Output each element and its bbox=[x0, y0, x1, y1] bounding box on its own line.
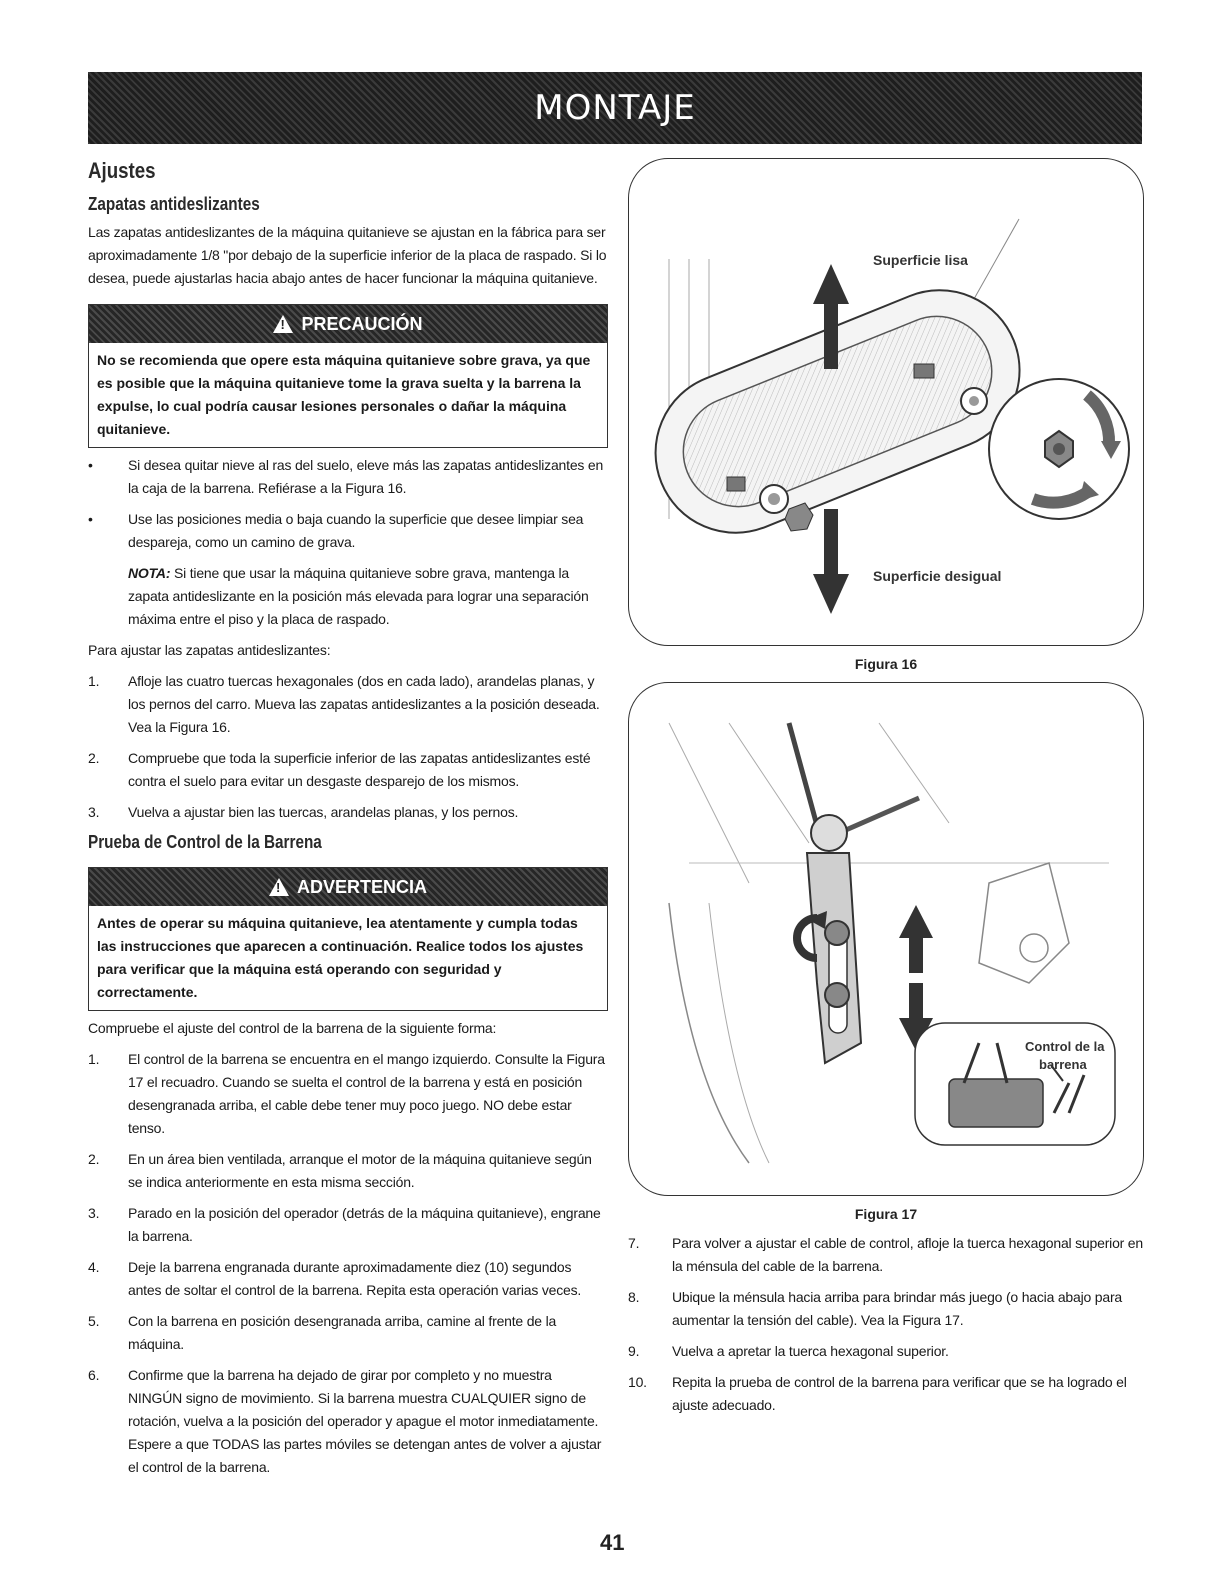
list-item bbox=[88, 801, 608, 824]
step-number: 2. bbox=[88, 1151, 100, 1167]
step-text: Para volver a ajustar el cable de control, afloje la tuerca hexagonal superior en la ménsula del cable de la barrena. bbox=[672, 1235, 1143, 1274]
step-text: Repita la prueba de control de la barrena para verificar que se ha logrado el ajuste adecuado. bbox=[672, 1374, 1127, 1413]
step-number: 9. bbox=[628, 1343, 640, 1359]
warning-title: ADVERTENCIA bbox=[296, 876, 427, 897]
list-item bbox=[628, 1340, 1144, 1363]
step-number: 1. bbox=[88, 673, 100, 689]
note-text: Si tiene que usar la máquina quitanieve sobre grava, mantenga la zapata antideslizante en la posición más elevada para lograr una separación máxima entre el piso y la placa de raspado. bbox=[128, 565, 589, 627]
section-banner bbox=[88, 72, 1142, 144]
label-smooth-surface: Superficie lisa bbox=[873, 252, 968, 268]
section-title: Ajustes bbox=[88, 158, 156, 183]
step-text: Confirme que la barrena ha dejado de girar por completo y no muestra NINGÚN signo de movimiento. Si la barrena muestra CUALQUIER signo de rotación, vuelva a la posición del operador y apague el motor inmediatamente. Espere a que TODAS las partes móviles se detengan antes de volver a ajustar el control de la barrena. bbox=[128, 1367, 602, 1475]
caution-box bbox=[88, 304, 608, 448]
caution-text: No se recomienda que opere esta máquina quitanieve sobre grava, ya que es posible que la máquina quitanieve tome la grava suelta y la barrena la expulse, lo cual podría causar lesiones personales o dañar la máquina quitanieve. bbox=[97, 352, 591, 437]
list-item bbox=[88, 1148, 608, 1194]
step-number: 5. bbox=[88, 1313, 100, 1329]
list-item bbox=[88, 670, 608, 739]
label-auger-control-line1: Control de la bbox=[1025, 1039, 1105, 1054]
bullet-icon: • bbox=[88, 457, 93, 473]
note-label: NOTA: bbox=[128, 565, 171, 581]
auger-intro: Compruebe el ajuste del control de la barrena de la siguiente forma: bbox=[88, 1020, 497, 1036]
bullet-text: Use las posiciones media o baja cuando la superficie que desee limpiar sea despareja, como un camino de grava. bbox=[128, 511, 584, 550]
warning-triangle-icon bbox=[269, 878, 289, 896]
warning-triangle-icon bbox=[273, 315, 293, 333]
list-item bbox=[88, 1256, 608, 1302]
skid-heading: Zapatas antideslizantes bbox=[88, 194, 260, 214]
warning-text: Antes de operar su máquina quitanieve, lea atentamente y cumpla todas las instrucciones que aparecen a continuación. Realice todos los ajustes para verificar que la máquina está operando con seguridad y correctamente. bbox=[97, 915, 584, 1000]
caution-header bbox=[89, 305, 607, 343]
list-item bbox=[88, 1048, 608, 1140]
bullet-icon: • bbox=[88, 511, 93, 527]
figure-17 bbox=[628, 682, 1144, 1196]
step-number: 4. bbox=[88, 1259, 100, 1275]
page-number: 41 bbox=[600, 1530, 625, 1555]
step-text: Compruebe que toda la superficie inferior de las zapatas antideslizantes esté contra el suelo para evitar un desgaste desparejo de los mismos. bbox=[128, 750, 591, 789]
list-item bbox=[88, 747, 608, 793]
figure-16-caption: Figura 16 bbox=[854, 656, 918, 672]
skid-steps-intro: Para ajustar las zapatas antideslizantes: bbox=[88, 642, 331, 658]
list-item bbox=[88, 1364, 608, 1479]
figure-17-caption: Figura 17 bbox=[854, 1206, 918, 1222]
label-uneven-surface: Superficie desigual bbox=[873, 568, 1002, 584]
right-column bbox=[628, 158, 1144, 1425]
auger-control-illustration bbox=[629, 683, 1144, 1195]
list-item bbox=[88, 508, 608, 554]
list-item bbox=[628, 1371, 1144, 1417]
auger-heading: Prueba de Control de la Barrena bbox=[88, 832, 322, 852]
step-number: 7. bbox=[628, 1235, 640, 1251]
step-text: Con la barrena en posición desengranada arriba, camine al frente de la máquina. bbox=[128, 1313, 557, 1352]
step-number: 3. bbox=[88, 804, 100, 820]
step-number: 10. bbox=[628, 1374, 647, 1390]
step-text: En un área bien ventilada, arranque el motor de la máquina quitanieve según se indica anteriormente en esta misma sección. bbox=[128, 1151, 592, 1190]
figure-16 bbox=[628, 158, 1144, 646]
step-text: Ubique la ménsula hacia arriba para brindar más juego (o hacia abajo para aumentar la tensión del cable). Vea la Figura 17. bbox=[672, 1289, 1123, 1328]
caution-title: PRECAUCIÓN bbox=[301, 313, 423, 334]
skid-intro: Las zapatas antideslizantes de la máquina quitanieve se ajustan en la fábrica para ser aproximadamente 1/8 "por debajo de la superficie inferior de la placa de raspado. Si lo desea, puede ajustarlas hacia abajo antes de hacer funcionar la máquina quitanieve. bbox=[88, 224, 607, 286]
step-text: Afloje las cuatro tuercas hexagonales (dos en cada lado), arandelas planas, y los pernos del carro. Mueva las zapatas antideslizantes a la posición deseada. Vea la Figura 16. bbox=[128, 673, 600, 735]
list-item bbox=[628, 1286, 1144, 1332]
label-auger-control-line2: barrena bbox=[1039, 1057, 1087, 1072]
list-item bbox=[88, 1310, 608, 1356]
step-text: Deje la barrena engranada durante aproximadamente diez (10) segundos antes de soltar el control de la barrena. Repita esta operación varias veces. bbox=[128, 1259, 582, 1298]
skid-shoe-illustration bbox=[629, 159, 1144, 645]
list-item bbox=[88, 1202, 608, 1248]
left-column bbox=[88, 158, 608, 1487]
note bbox=[128, 562, 608, 631]
bullet-text: Si desea quitar nieve al ras del suelo, eleve más las zapatas antideslizantes en la caja de la barrena. Refiérase a la Figura 16. bbox=[128, 457, 604, 496]
step-text: Vuelva a ajustar bien las tuercas, arandelas planas, y los pernos. bbox=[128, 804, 519, 820]
list-item bbox=[88, 454, 608, 500]
step-text: El control de la barrena se encuentra en el mango izquierdo. Consulte la Figura 17 el recuadro. Cuando se suelta el control de la barrena y está en posición desengranada arriba, el cable debe tener muy poco juego. NO debe estar tenso. bbox=[128, 1051, 605, 1136]
step-number: 1. bbox=[88, 1051, 100, 1067]
step-number: 8. bbox=[628, 1289, 640, 1305]
warning-box bbox=[88, 867, 608, 1011]
list-item bbox=[628, 1232, 1144, 1278]
banner-title: MONTAJE bbox=[534, 88, 696, 128]
step-number: 3. bbox=[88, 1205, 100, 1221]
step-text: Vuelva a apretar la tuerca hexagonal superior. bbox=[672, 1343, 949, 1359]
step-number: 6. bbox=[88, 1367, 100, 1383]
warning-header bbox=[89, 868, 607, 906]
step-text: Parado en la posición del operador (detrás de la máquina quitanieve), engrane la barrena. bbox=[128, 1205, 601, 1244]
step-number: 2. bbox=[88, 750, 100, 766]
